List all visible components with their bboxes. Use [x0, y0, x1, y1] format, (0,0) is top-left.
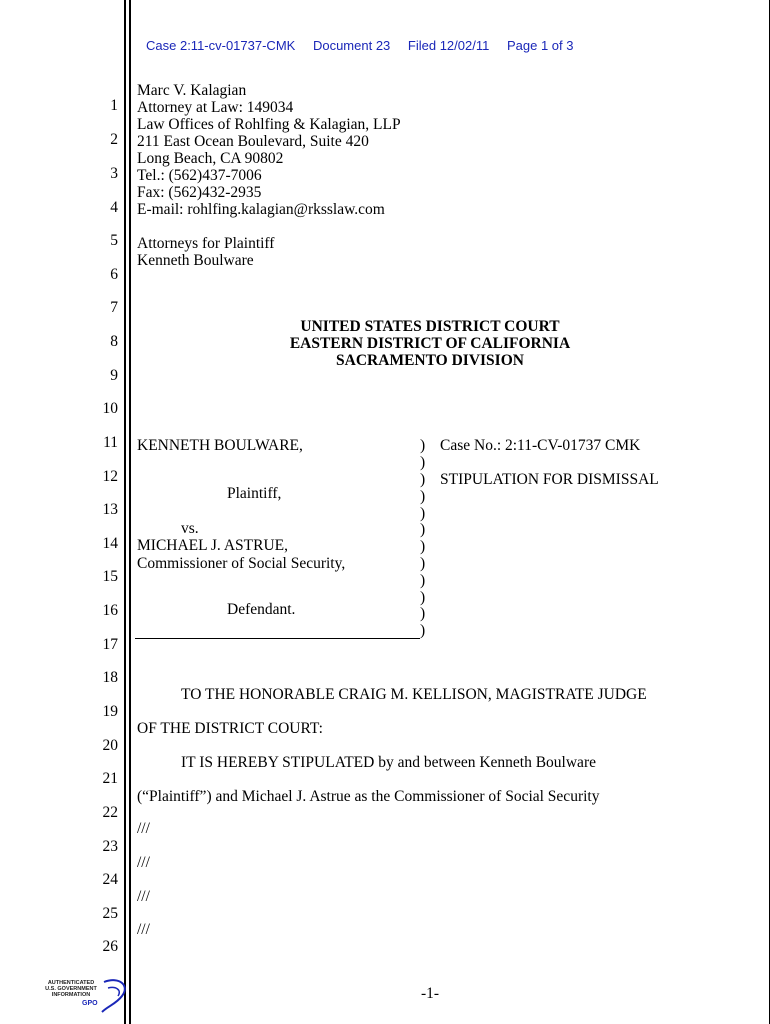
- line-number: 24: [102, 871, 118, 888]
- line-number: 6: [110, 266, 118, 283]
- seal-mark: GPO: [82, 1000, 98, 1007]
- line-number: 7: [110, 299, 118, 316]
- firm-city: Long Beach, CA 90802: [137, 150, 284, 167]
- attorneys-for-label: Attorneys for Plaintiff: [137, 235, 275, 252]
- line-number: 21: [102, 770, 118, 787]
- court-name: UNITED STATES DISTRICT COURT: [300, 318, 560, 335]
- paren: ): [420, 622, 426, 639]
- continuation-slashes: ///: [137, 854, 150, 871]
- line-number: 16: [102, 602, 118, 619]
- paren: ): [420, 589, 426, 606]
- paren: ): [420, 605, 426, 622]
- line-number: 23: [102, 838, 118, 855]
- document-title: STIPULATION FOR DISMISSAL: [440, 471, 659, 488]
- page-count-header: Page 1 of 3: [506, 38, 574, 53]
- left-margin-line: [124, 0, 126, 1024]
- court-title: [230, 318, 630, 369]
- line-number: 26: [102, 938, 118, 955]
- paren: ): [420, 471, 426, 488]
- document-number-header: Document 23: [312, 38, 391, 53]
- line-number: 2: [110, 131, 118, 148]
- line-number: 8: [110, 333, 118, 350]
- paren: ): [420, 572, 426, 589]
- firm-email: E-mail: rohlfing.kalagian@rksslaw.com: [137, 201, 385, 218]
- line-number: 25: [102, 905, 118, 922]
- paren: ): [420, 505, 426, 522]
- line-number: 11: [103, 434, 118, 451]
- defendant-name: MICHAEL J. ASTRUE,: [137, 537, 288, 554]
- paren: ): [420, 555, 426, 572]
- defendant-role: Defendant.: [227, 601, 296, 618]
- line-number: 10: [102, 400, 118, 417]
- left-margin-line-inner: [129, 0, 131, 1024]
- caption-underline: [135, 638, 420, 639]
- versus: vs.: [181, 520, 199, 537]
- firm-phone: Tel.: (562)437-7006: [137, 167, 262, 184]
- line-number: 13: [102, 501, 118, 518]
- stipulation-line-2: (“Plaintiff”) and Michael J. Astrue as the Commissioner of Social Security: [137, 788, 600, 805]
- paren: ): [420, 521, 426, 538]
- line-number: 14: [102, 535, 118, 552]
- court-division: SACRAMENTO DIVISION: [336, 352, 524, 369]
- case-number-header: Case 2:11-cv-01737-CMK: [146, 38, 296, 53]
- defendant-title: Commissioner of Social Security,: [137, 555, 346, 572]
- case-number: Case No.: 2:11-CV-01737 CMK: [440, 437, 641, 454]
- line-number: 5: [110, 232, 118, 249]
- paren: ): [420, 538, 426, 555]
- address-line-2: OF THE DISTRICT COURT:: [137, 720, 323, 737]
- firm-fax: Fax: (562)432-2935: [137, 184, 262, 201]
- line-number: 22: [102, 804, 118, 821]
- line-number: 19: [102, 703, 118, 720]
- seal-text: AUTHENTICATED U.S. GOVERNMENT INFORMATION: [45, 980, 97, 998]
- client-name: Kenneth Boulware: [137, 252, 254, 269]
- paren: ): [420, 454, 426, 471]
- continuation-slashes: ///: [137, 921, 150, 938]
- line-number: 1: [110, 97, 118, 114]
- attorney-block: [137, 82, 401, 218]
- line-number: 12: [102, 468, 118, 485]
- filed-date-header: Filed 12/02/11: [407, 38, 490, 53]
- paren: ): [420, 488, 426, 505]
- line-number: 20: [102, 737, 118, 754]
- continuation-slashes: ///: [137, 820, 150, 837]
- attorney-name: Marc V. Kalagian: [137, 82, 247, 99]
- line-number: 15: [102, 568, 118, 585]
- court-district: EASTERN DISTRICT OF CALIFORNIA: [289, 335, 571, 352]
- firm-street: 211 East Ocean Boulevard, Suite 420: [137, 133, 369, 150]
- continuation-slashes: ///: [137, 888, 150, 905]
- stipulation-line-1: IT IS HEREBY STIPULATED by and between Kenneth Boulware: [181, 754, 596, 771]
- plaintiff-name: KENNETH BOULWARE,: [137, 437, 303, 454]
- law-firm: Law Offices of Rohlfing & Kalagian, LLP: [137, 116, 401, 133]
- line-number: 4: [110, 199, 118, 216]
- line-number: 3: [110, 165, 118, 182]
- page-number: -1-: [421, 985, 440, 1002]
- plaintiff-role: Plaintiff,: [227, 485, 282, 502]
- line-number: 17: [102, 636, 118, 653]
- address-line-1: TO THE HONORABLE CRAIG M. KELLISON, MAGISTRATE JUDGE: [181, 686, 647, 703]
- attorney-bar-number: Attorney at Law: 149034: [137, 99, 294, 116]
- paren: ): [420, 437, 426, 454]
- ecf-header: [146, 38, 587, 53]
- line-number: 9: [110, 367, 118, 384]
- line-number: 18: [102, 669, 118, 686]
- gpo-authentication-seal: [42, 976, 132, 1016]
- attorneys-for-block: [137, 235, 274, 269]
